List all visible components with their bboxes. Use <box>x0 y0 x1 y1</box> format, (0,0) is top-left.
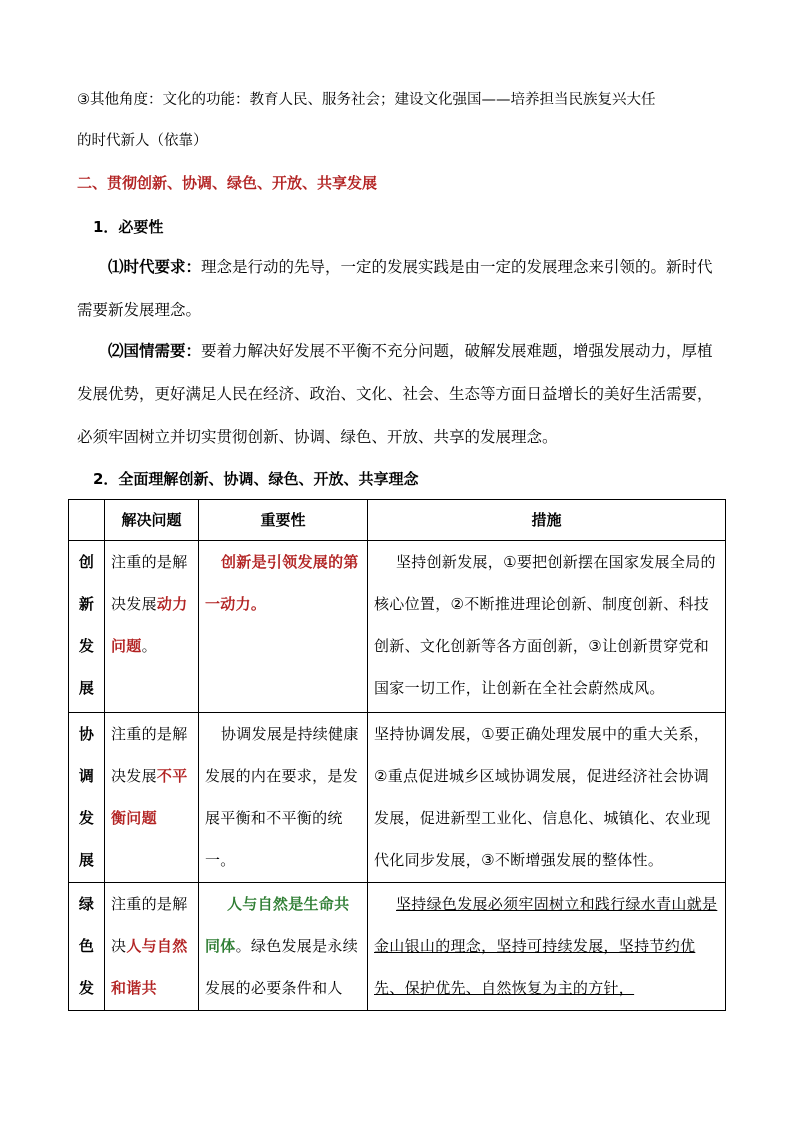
table-row <box>69 713 726 883</box>
header-cell: 解决问题 <box>105 500 199 541</box>
subsection-2-title: 2．全面理解创新、协调、绿色、开放、共享理念 <box>93 470 419 488</box>
paragraph-era-requirement <box>77 246 717 332</box>
paragraph-label: ⑴时代要求： <box>108 258 202 276</box>
problem-cell: 注重的是解决人与自然和谐共 <box>105 883 199 1011</box>
concept-table <box>68 499 726 1011</box>
category-cell: 绿 色 发 <box>69 883 105 1011</box>
category-cell: 创 新 发 展 <box>69 541 105 713</box>
paragraph-national-conditions <box>77 330 717 459</box>
problem-cell: 注重的是解决发展不平衡问题 <box>105 713 199 883</box>
paragraph-label: ⑵国情需要： <box>108 342 202 360</box>
intro-line-1: ③其他角度：文化的功能：教育人民、服务社会；建设文化强国——培养担当民族复兴大任 <box>77 92 656 108</box>
header-cell: 措施 <box>368 500 726 541</box>
measure-cell: 坚持创新发展，①要把创新摆在国家发展全局的核心位置，②不断推进理论创新、制度创新、科技创新、文化创新等各方面创新，③让创新贯穿党和国家一切工作，让创新在全社会蔚然成风。 <box>368 541 726 713</box>
intro-line-2: 的时代新人（依靠） <box>77 133 208 149</box>
importance-cell: 人与自然是生命共同体。绿色发展是永续发展的必要条件和人 <box>199 883 368 1011</box>
paragraph-text: 要着力解决好发展不平衡不充分问题，破解发展难题，增强发展动力，厚植发展优势，更好满足人民在经济、政治、文化、社会、生态等方面日益增长的美好生活需要，必须牢固树立并切实贯彻创新、协调、绿色、开放、共享的发展理念。 <box>77 342 713 446</box>
table-header-row <box>69 500 726 541</box>
importance-cell: 创新是引领发展的第一动力。 <box>199 541 368 713</box>
measure-cell: 坚持协调发展，①要正确处理发展中的重大关系，②重点促进城乡区域协调发展，促进经济社会协调发展，促进新型工业化、信息化、城镇化、农业现代化同步发展，③不断增强发展的整体性。 <box>368 713 726 883</box>
table-row <box>69 883 726 1011</box>
importance-cell: 协调发展是持续健康发展的内在要求，是发展平衡和不平衡的统一。 <box>199 713 368 883</box>
table-row <box>69 541 726 713</box>
subsection-1-title: 1．必要性 <box>93 218 164 236</box>
section-title: 二、贯彻创新、协调、绿色、开放、共享发展 <box>77 174 378 192</box>
paragraph-text: 理念是行动的先导，一定的发展实践是由一定的发展理念来引领的。新时代需要新发展理念。 <box>77 258 713 319</box>
category-cell: 协 调 发 展 <box>69 713 105 883</box>
header-cell: 重要性 <box>199 500 368 541</box>
measure-cell: 坚持绿色发展必须牢固树立和践行绿水青山就是金山银山的理念，坚持可持续发展，坚持节约优先、保护优先、自然恢复为主的方针， <box>368 883 726 1011</box>
problem-cell: 注重的是解决发展动力问题。 <box>105 541 199 713</box>
header-cell <box>69 500 105 541</box>
